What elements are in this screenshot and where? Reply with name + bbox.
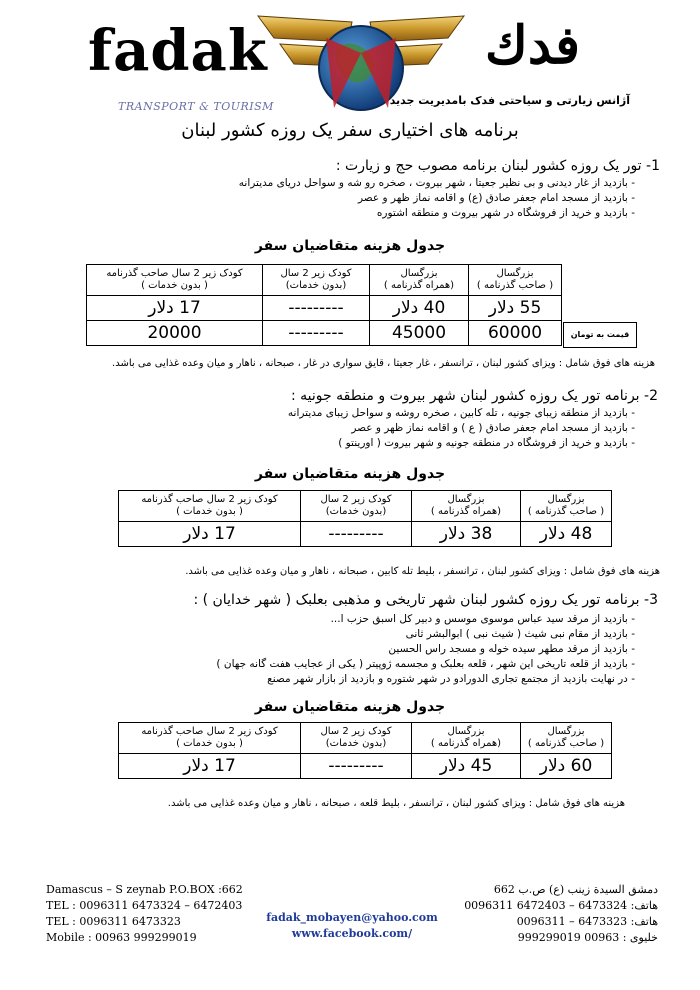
section-3-cost-table (118, 722, 612, 779)
list-item: - بازدید از منطقه زیبای جونیه ، تله کابین ، صخره روشه و سواحل زیبای مدیترانه (140, 406, 635, 421)
table-cell: 38 دلار (412, 522, 521, 547)
list-item: - بازدید از مرقد سید عباس موسوی موسس و دبیر کل اسبق حزب ا... (120, 612, 635, 627)
brand-logo-arabic: فدك (485, 15, 581, 76)
section-3-table-title: جدول هزینه متقاضیان سفر (254, 699, 446, 715)
col-child-under2: کودک زیر 2 سال (بدون خدمات) (301, 723, 412, 754)
list-item: - بازدید از غار دیدنی و بی نظیر جعیتا ، شهر بیروت ، صخره رو شه و سواحل دریای مدیترانه (140, 176, 635, 191)
col-child-under2: کودک زیر 2 سال (بدون خدمات) (301, 491, 412, 522)
table-cell: 17 دلار (119, 522, 301, 547)
footer-tel-1: TEL : 0096311 6473324 – 6472403 (46, 899, 243, 912)
list-item: - بازدید و خرید از فروشگاه در شهر بیروت و منطقه اشتوره (140, 206, 635, 221)
list-item: - بازدید و خرید از فروشگاه در منطقه جونیه و شهر بیروت ( اورینتو ) (140, 436, 635, 451)
section-1-table-title: جدول هزینه متقاضیان سفر (254, 238, 446, 254)
footer-mobile-ar: خلیوی : 00963 999299019 (517, 931, 658, 944)
list-item: - بازدید از مسجد امام جعفر صادق ( ع ) و اقامه نماز ظهر و عصر (140, 421, 635, 436)
col-adult-own: بزرگسال ( صاحب گذرنامه ) (469, 265, 562, 296)
section-2-table-title: جدول هزینه متقاضیان سفر (254, 466, 446, 482)
col-child-under2: کودک زیر 2 سال (بدون خدمات) (263, 265, 370, 296)
footer-address-ar: دمشق السیدة زینب (ع) ص.ب 662 (493, 883, 658, 896)
section-2-cost-table (118, 490, 612, 547)
footer-address: Damascus – S zeynab P.O.BOX :662 (46, 883, 243, 896)
table-cell: 60000 (469, 321, 562, 346)
list-item: - بازدید از قلعه تاریخی این شهر ، قلعه بعلبک و مجسمه ژوپیتر ( یکی از عجایب هفت گانه جهان ) (120, 657, 635, 672)
col-adult-with: بزرگسال (همراه گذرنامه ) (370, 265, 469, 296)
section-2-bullets (140, 406, 635, 451)
col-adult-own: بزرگسال ( صاحب گذرنامه ) (521, 491, 612, 522)
section-1-bullets (140, 176, 635, 221)
table-cell: --------- (263, 321, 370, 346)
website-link[interactable]: www.facebook.com/ (291, 927, 413, 940)
table-cell: 17 دلار (87, 296, 263, 321)
page-title: برنامه های اختیاری سفر یک روزه کشور لبنان (181, 120, 519, 141)
footer-tel-2: TEL : 0096311 6473323 (46, 915, 181, 928)
price-toman-label: قیمت به تومان (563, 322, 637, 348)
section-1-note: هزینه های فوق شامل : ویزای کشور لبنان ، ترانسفر ، غار جعیتا ، قایق سواری در غار ، صبحانه ، ناهار و میان وعده غذایی می باشد. (112, 358, 655, 369)
col-adult-with: بزرگسال (همراه گذرنامه ) (412, 491, 521, 522)
section-1-heading: 1- تور یک روزه کشور لبنان برنامه مصوب حج و زیارت : (335, 158, 660, 174)
brand-logo-latin: fadak (88, 18, 268, 84)
table-cell: 20000 (87, 321, 263, 346)
table-cell: 55 دلار (469, 296, 562, 321)
list-item: - بازدید از مرقد مطهر سیده خوله و مسجد راس الحسین (120, 642, 635, 657)
table-cell: 45 دلار (412, 754, 521, 779)
footer-tel-ar-1: هاتف: 6473324 – 6472403 0096311 (464, 899, 658, 912)
brand-tagline-fa: آژانس زیارتی و سیاحتی فدک بامدیریت جدید (389, 94, 630, 107)
section-3-note: هزینه های فوق شامل : ویزای کشور لبنان ، ترانسفر ، بلیط قلعه ، صبحانه ، ناهار و میان وعده غذایی می باشد. (167, 798, 625, 809)
table-cell: --------- (301, 754, 412, 779)
footer-contact-ar (440, 882, 658, 946)
footer-online (262, 910, 442, 942)
table-cell: --------- (301, 522, 412, 547)
col-child-own: کودک زیر 2 سال صاحب گذرنامه ( بدون خدمات ) (87, 265, 263, 296)
section-2-note: هزینه های فوق شامل : ویزای کشور لبنان ، ترانسفر ، بلیط تله کابین ، صبحانه ، ناهار و میان وعده غذایی می باشد. (185, 566, 660, 577)
section-1-cost-table (86, 264, 562, 346)
brand-tagline-en: TRANSPORT & TOURISM (118, 100, 274, 113)
table-cell: 48 دلار (521, 522, 612, 547)
col-child-own: کودک زیر 2 سال صاحب گذرنامه ( بدون خدمات ) (119, 723, 301, 754)
footer-mobile: Mobile : 00963 999299019 (46, 931, 197, 944)
footer-tel-ar-2: هاتف: 6473323 – 0096311 (516, 915, 658, 928)
list-item: - بازدید از مقام نبی شیث ( شیث نبی ) ابوالبشر ثانی (120, 627, 635, 642)
list-item: - در نهایت بازدید از مجتمع تجاری الدورادو در شهر شتوره و بازدید از بازار شهر مصنع (120, 672, 635, 687)
table-cell: --------- (263, 296, 370, 321)
section-3-heading: 3- برنامه تور یک روزه کشور لبنان شهر تاریخی و مذهبی بعلبک ( شهر خدایان ) : (193, 592, 658, 608)
col-child-own: کودک زیر 2 سال صاحب گذرنامه ( بدون خدمات ) (119, 491, 301, 522)
table-cell: 60 دلار (521, 754, 612, 779)
table-cell: 45000 (370, 321, 469, 346)
section-2-heading: 2- برنامه تور یک روزه کشور لبنان شهر بیروت و منطقه جونیه : (291, 388, 658, 404)
section-3-bullets (120, 612, 635, 687)
footer-contact-en (46, 882, 276, 946)
email-link[interactable]: fadak_mobayen@yahoo.com (266, 911, 438, 924)
table-cell: 40 دلار (370, 296, 469, 321)
list-item: - بازدید از مسجد امام جعفر صادق (ع) و اقامه نماز ظهر و عصر (140, 191, 635, 206)
col-adult-with: بزرگسال (همراه گذرنامه ) (412, 723, 521, 754)
col-adult-own: بزرگسال ( صاحب گذرنامه ) (521, 723, 612, 754)
table-cell: 17 دلار (119, 754, 301, 779)
